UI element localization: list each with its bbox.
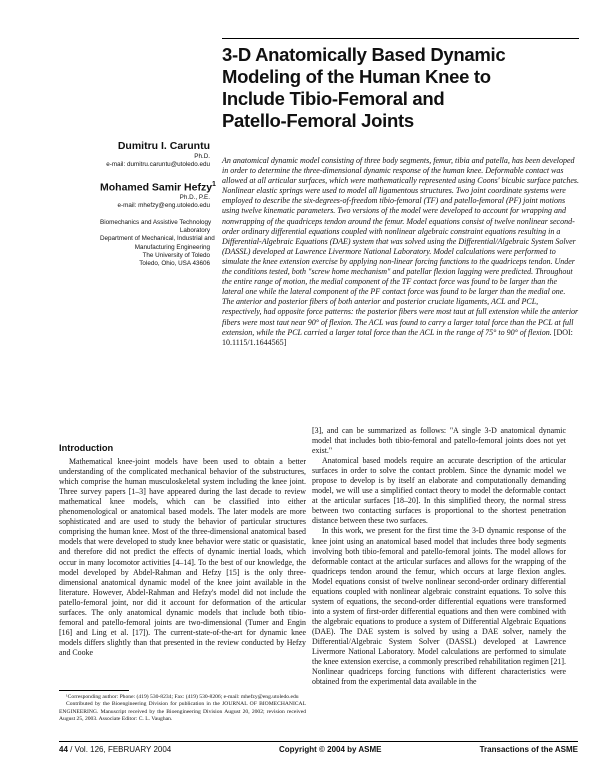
footnotes <box>59 694 306 723</box>
author-name-text: Mohamed Samir Hefzy <box>100 181 213 194</box>
title-rule <box>222 38 579 39</box>
author-degree: Ph.D. <box>194 153 210 160</box>
footer-journal: Transactions of the ASME <box>479 745 578 754</box>
body-paragraph: Anatomical based models require an accurate description of the articular surfaces in order to solve the contact problem. Since the dynamic model we propose to develop is by itself an elaborate and computationally demanding model, we will use a simplified contact theory to model the deformable contact at the articular surfaces [18–20]. In this simplified theory, the normal stress between two contacting surfaces is proportional to the shortest penetration distance between these two surfaces. <box>312 456 566 526</box>
issue-info: / Vol. 126, FEBRUARY 2004 <box>70 745 172 754</box>
page-number: 44 <box>59 745 68 754</box>
affiliation-line: Biomechanics and Assistive Technology <box>100 218 212 226</box>
author-degree: Ph.D., P.E. <box>179 194 210 202</box>
page-footer <box>59 745 578 757</box>
article-title <box>222 44 582 132</box>
footer-copyright: Copyright © 2004 by ASME <box>279 745 382 754</box>
author-name: Dumitru I. Caruntu <box>117 140 210 152</box>
affiliation-line: Department of Mechanical, Industrial and <box>100 235 215 243</box>
footnote-rule <box>59 690 129 691</box>
title-line: Patello-Femoral Joints <box>222 110 414 131</box>
author-name <box>100 178 216 195</box>
section-heading: Introduction <box>59 443 114 453</box>
doi-link[interactable]: [DOI: 10.1115/1.1644565] <box>222 327 573 347</box>
author-block <box>100 140 216 268</box>
body-paragraph: In this work, we present for the first time the 3-D dynamic response of the knee joint using an anatomical based model that includes three body segments involving both tibio-femoral and patello-femoral joints. The model allows for deformable contact at the articular surfaces and allows for the wrapping of the quadriceps tendon around the femur, which occurs at large flexion angles. Model equations consist of twelve nonlinear second-order ordinary differential equations coupled with nonlinear algebraic constraint equations. To solve this system of equations, the second-order differential equations were transformed into a system of first-order differential equations and then were combined with the algebraic equations to produce a system of Differential Algebraic Equations (DAE). The DAE system is solved by using a DAE solver, namely the Differential/Algebraic System Solver (DASSL) developed at Lawrence Livermore National Laboratory. Model calculations are performed to simulate the knee extension exercise, a commonly prescribed rehabilitation regimen [21]. Nonlinear quadriceps forcing functions with different characteristics were obtained from the experimental data available in the <box>312 526 566 687</box>
author-email: e-mail: mhefzy@eng.utoledo.edu <box>117 202 210 210</box>
footnote: ¹Corresponding author: Phone: (419) 530-8234; Fax: (419) 530-8206; e-mail: mhefzy@eng.utoledo.edu <box>66 694 299 700</box>
footer-rule <box>59 741 578 742</box>
title-line: Modeling of the Human Knee to <box>222 66 491 87</box>
footer-page-info <box>59 745 171 754</box>
affiliation-line: The University of Toledo <box>142 251 210 259</box>
footnote-marker: 1 <box>212 180 216 188</box>
footnote: Contributed by the Bioengineering Division for publication in the JOURNAL OF BIOMECHANICAL ENGINEERING. Manuscript received by the Bioengineering Division August 20, 2002; revision received August 25, 2003. Associate Editor: C. L. Vaughan. <box>59 701 306 722</box>
body-column-left <box>59 443 306 658</box>
affiliation-line: Manufacturing Engineering <box>134 243 210 251</box>
title-line: Include Tibio-Femoral and <box>222 88 445 109</box>
title-line: 3-D Anatomically Based Dynamic <box>222 44 506 65</box>
body-paragraph: Mathematical knee-joint models have been used to obtain a better understanding of the complicated mechanical behavior of the substructures, which comprise the human musculoskeletal system including the knee joint. Three survey papers [1–3] have appeared during the last decade to review mathematical knee models, which can be classified into either phenomenological or anatomical based models. The later models are more sophisticated and are used to study the behavior of particular structures comprising the human knee. Most of the three-dimensional anatomical based models that were developed to study knee behavior were static or quasistatic, and therefore did not predict the effects of dynamic inertial loads, which occur in many locomotor activities [4–14]. To the best of our knowledge, the model developed by Abdel-Rahman and Hefzy [15] is the only three-dimensional anatomical dynamic model of the knee joint available in the literature. However, Abdel-Rahman and Hefzy's model did not include the patello-femoral joint, nor did it account for deformation of the articular surfaces. The only anatomical dynamic models that include both tibio-femoral and patello-femoral joints are two-dimensional (Tumer and Engin [16] and Ling et al. [17]). The current-state-of-the-art for dynamic knee models differs slightly than that presented in the review conducted by Hefzy and Cooke <box>59 457 306 657</box>
affiliation-line: Laboratory <box>179 226 210 234</box>
body-column-right <box>312 426 566 687</box>
body-paragraph: [3], and can be summarized as follows: "A single 3-D anatomical dynamic model that includes both tibio-femoral and patello-femoral joints does not yet exist." <box>312 426 566 456</box>
affiliation-line: Toledo, Ohio, USA 43606 <box>139 260 210 268</box>
abstract-text: An anatomical dynamic model consisting of three body segments, femur, tibia and patella, has been developed in order to determine the three-dimensional dynamic response of the human knee. Deformable contact was allowed at all articular surfaces, which were mathematically represented using Coons' bicubic surface patches. Nonlinear elastic springs were used to model all ligamentous structures. Two joint coordinate systems were employed to describe the six-degrees-of-freedom tibio-femoral (TF) and patello-femoral (PF) joint motions using twelve kinematic parameters. Two versions of the model were developed to account for wrapping and nonwrapping of the quadriceps tendon around the femur. Model equations consist of twelve nonlinear second-order ordinary differential equations coupled with nonlinear algebraic constraint equations resulting in a Differential-Algebraic Equations (DAE) system that was solved using the Differential/Algebraic System Solver (DASSL) developed at Lawrence Livermore National Laboratory. Model calculations were performed to simulate the knee extension exercise by applying non-linear forcing functions to the quadriceps tendon. Under the conditions tested, both "screw home mechanism" and patellar flexion lagging were predicted. Throughout the entire range of motion, the medial component of the TF contact force was found to be larger than the lateral one while the lateral component of the PF contact force was found to be larger than the medial one. The anterior and posterior fibers of both anterior and posterior cruciate ligaments, ACL and PCL, respectively, had opposite force patterns: the posterior fibers were most taut at full extension while the anterior fibers were most taut near 90° of flexion. The ACL was found to carry a larger total force than the PCL at full extension, while the PCL carried a larger total force than the ACL in the range of 75° to 90° of flexion. <box>222 156 579 337</box>
author-email: e-mail: dumitru.caruntu@utoledo.edu <box>106 161 210 169</box>
abstract <box>222 156 579 348</box>
